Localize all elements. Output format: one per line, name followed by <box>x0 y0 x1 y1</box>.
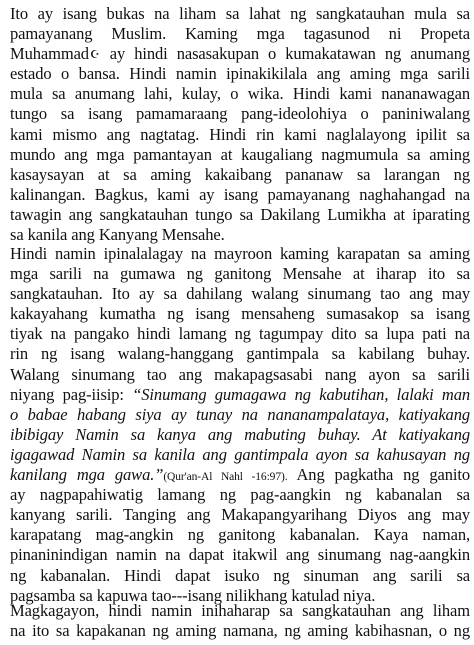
quran-quote-text: kanilang mga gawa.” <box>10 465 164 485</box>
text-line <box>10 24 470 44</box>
line-text: kalinangan. Bagkus, kami ay isang pamayanang naghahangad na <box>10 184 470 204</box>
quran-quote-text: o babae habang siya ay tunay na nananampalataya, katiyakang <box>10 404 470 424</box>
line-text: pagsamba sa kapuwa tao---isang nilikhang katulad niya. <box>10 585 376 605</box>
line-text: ay hindi nasasakupan o kumakatawan ng anumang <box>100 44 470 64</box>
line-text: rin ng isang walang-hanggang gantimpala sa kabilang buhay. <box>10 344 470 364</box>
text-line <box>10 145 470 165</box>
text-line <box>10 344 470 364</box>
line-text: na ito sa kapakanan ng aming namana, ng aming kabihasnan, o ng <box>10 621 470 641</box>
line-text: Magkagayon, hindi namin inihaharap sa sangkatauhan ang liham <box>10 601 470 620</box>
text-line <box>10 324 470 344</box>
text-line <box>10 165 470 185</box>
text-line <box>10 244 470 264</box>
text-line <box>10 4 470 24</box>
line-text: estado o bansa. Hindi namin ipinakikilala ang aming mga sarili <box>10 64 470 84</box>
text-line <box>10 125 470 145</box>
text-line <box>10 545 470 565</box>
text-line <box>10 405 470 425</box>
text-line <box>10 185 470 205</box>
text-line <box>10 445 470 465</box>
paragraph-1 <box>10 4 470 245</box>
text-line <box>10 264 470 284</box>
line-text: mundo ang mga pamantayan at kaugaliang nagmumula sa aming <box>10 144 470 164</box>
line-text: tawagin ang sangkatauhan tungo sa Dakilang Lumikha at iparating <box>10 204 470 224</box>
text-line <box>10 485 470 505</box>
line-text: karapatang mag-angkin ng ganitong kabanalan. Kaya naman, <box>10 525 470 545</box>
text-line <box>10 205 470 225</box>
text-line <box>10 284 470 304</box>
line-text: Hindi namin ipinalalagay na mayroon kaming karapatan sa aming <box>10 244 470 263</box>
line-text: kami mismo ang nagtatag. Hindi rin kami naglalayong ipilit sa <box>10 124 470 144</box>
quran-quote-text: ibibigay Namin sa kanya ang mabuting buhay. At katiyakang <box>10 424 470 444</box>
text-line <box>10 104 470 124</box>
line-text: pamayanang Muslim. Kaming mga tagasunod ni Propeta <box>10 24 470 44</box>
text-line <box>10 621 470 641</box>
line-text: Ito ay isang bukas na liham sa lahat ng sangkatauhan mula sa <box>10 4 470 23</box>
quran-quote-text: “Sinumang gumagawa ng kabutihan, lalaki man <box>132 384 470 404</box>
line-text: kanyang sarili. Tanging ang Makapangyarihang Diyos ang may <box>10 505 470 525</box>
paragraph-3 <box>10 601 470 641</box>
text-line <box>10 425 470 445</box>
text-line <box>10 525 470 545</box>
text-line <box>10 601 470 621</box>
text-line <box>10 566 470 586</box>
line-text: sa kanila ang Kanyang Mensahe. <box>10 225 225 245</box>
line-text: Muhammad <box>10 44 89 64</box>
line-text: pinaninindigan namin na dapat itakwil ang sinumang nag-aangkin <box>10 545 470 565</box>
paragraph-2 <box>10 244 470 606</box>
line-text: kasaysayan at sa aming kakaibang pananaw sa larangan ng <box>10 164 470 184</box>
quran-citation: (Qur'an-Al Nahl -16:97). <box>163 471 288 484</box>
quran-quote-text: igagawad Namin sa kanila ang gantimpala ayon sa kahusayan ng <box>10 444 470 464</box>
line-text: sangkatauhan. Ito ay sa dahilang walang sinumang tao ang may <box>10 284 470 304</box>
text-line <box>10 385 470 405</box>
text-line <box>10 505 470 525</box>
line-text: kakayahang kumatha ng isang mensaheng sumasakop sa isang <box>10 304 470 324</box>
text-line <box>10 365 470 385</box>
text-line <box>10 84 470 104</box>
line-text: Ang pagkatha ng ganito <box>287 465 470 485</box>
text-line <box>10 225 470 245</box>
line-text: niyang pag-iisip: <box>10 384 133 404</box>
line-text: ng kabanalan. Hindi dapat isuko ng sinuman ang sarili sa <box>10 565 470 585</box>
line-text: ay nagpapahiwatig lamang ng pag-aangkin ng kabanalan sa <box>10 485 470 505</box>
text-line <box>10 304 470 324</box>
line-text: Walang sinumang tao ang makapagsasabi nang ayon sa sarili <box>10 364 470 384</box>
line-text: tiyak na pangako hindi lamang ng tagumpay dito sa lupa pati na <box>10 324 470 344</box>
line-text: mula sa anumang lahi, kulay, o wika. Hindi kami nananawagan <box>10 84 470 104</box>
pbuh-seal-icon: ☪ <box>89 49 100 62</box>
line-text: tungo sa isang pamamaraang pang-ideolohiya o paniniwalang <box>10 104 470 124</box>
text-line <box>10 44 470 64</box>
line-text: mga sarili na gumawa ng ganitong Mensahe at iharap ito sa <box>10 264 470 284</box>
text-line <box>10 64 470 84</box>
text-line <box>10 465 470 485</box>
